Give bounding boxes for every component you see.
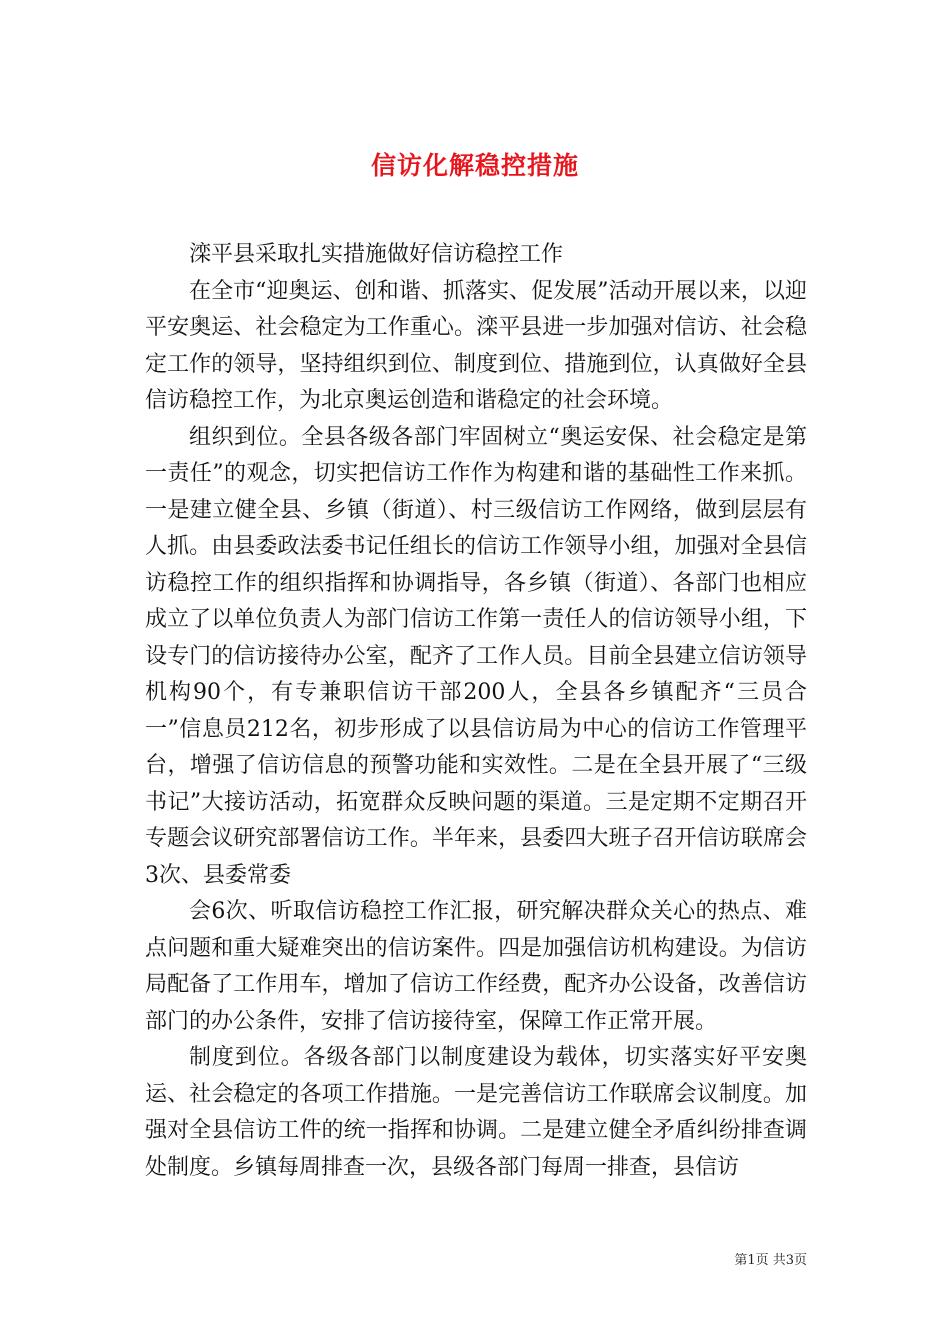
page-title: 信访化解稳控措施 xyxy=(370,150,579,180)
document-body xyxy=(145,237,807,1186)
paragraph: 会6次、听取信访稳控工作汇报，研究解决群众关心的热点、难点问题和重大疑难突出的信访案件。四是加强信访机构建设。为信访局配备了工作用车，增加了信访工作经费，配齐办公设备，改善信访部门的办公条件，安排了信访接待室，保障工作正常开展。 xyxy=(145,899,807,1034)
paragraph: 组织到位。全县各级各部门牢固树立“奥运安保、社会稳定是第一责任”的观念，切实把信访工作作为构建和谐的基础性工作来抓。一是建立健全县、乡镇（街道）、村三级信访工作网络，做到层层有人抓。由县委政法委书记任组长的信访工作领导小组，加强对全县信访稳控工作的组织指挥和协调指导，各乡镇（街道）、各部门也相应成立了以单位负责人为部门信访工作第一责任人的信访领导小组，下设专门的信访接待办公室，配齐了工作人员。目前全县建立信访领导机构90个，有专兼职信访干部200人，全县各乡镇配齐“三员合一”信息员212名，初步形成了以县信访局为中心的信访工作管理平台，增强了信访信息的预警功能和实效性。二是在全县开展了“三级书记”大接访活动，拓宽群众反映问题的渠道。三是定期不定期召开专题会议研究部署信访工作。半年来，县委四大班子召开信访联席会3次、县委常委 xyxy=(145,424,807,888)
paragraph: 在全市“迎奥运、创和谐、抓落实、促发展”活动开展以来，以迎平安奥运、社会稳定为工作重心。滦平县进一步加强对信访、社会稳定工作的领导，坚持组织到位、制度到位、措施到位，认真做好全县信访稳控工作，为北京奥运创造和谐稳定的社会环境。 xyxy=(145,278,807,413)
page-number: 第1页 共3页 xyxy=(734,1253,807,1268)
paragraph: 滦平县采取扎实措施做好信访稳控工作 xyxy=(189,242,564,267)
paragraph: 制度到位。各级各部门以制度建设为载体，切实落实好平安奥运、社会稳定的各项工作措施。一是完善信访工作联席会议制度。加强对全县信访工件的统一指挥和协调。二是建立健全矛盾纠纷排查调处制度。乡镇每周排查一次，县级各部门每周一排查，县信访 xyxy=(145,1045,807,1180)
